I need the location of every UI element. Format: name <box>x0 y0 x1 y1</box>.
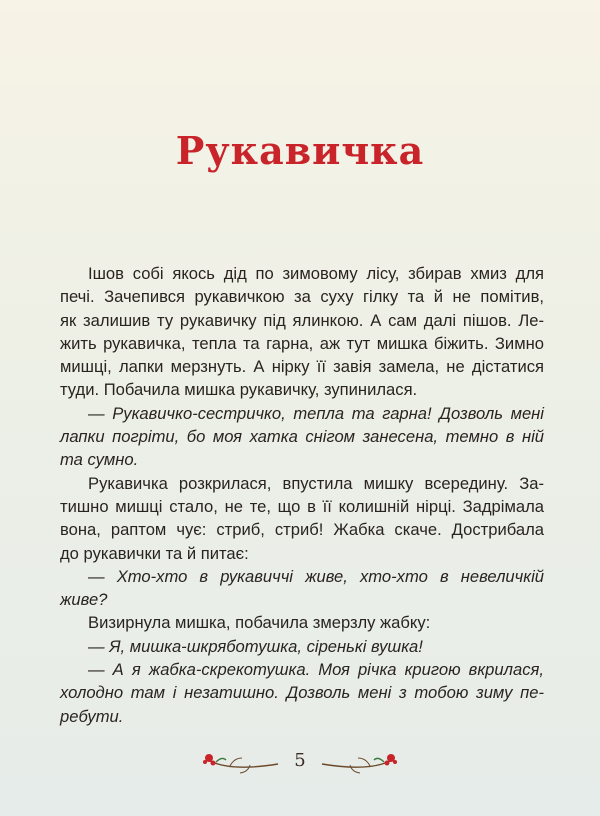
flower-branch-icon <box>200 746 280 776</box>
text-line: — Хто-хто в рукавиччі живе, хто-хто в невеличкій <box>88 566 544 586</box>
text-line: тишно мишці стало, не те, що в її колишній нірці. Задрімала <box>60 496 544 516</box>
text-line: вона, раптом чує: стриб, стриб! Жабка скаче. Дострибала <box>60 520 544 540</box>
text-line: — Я, мишка-шкряботушка, сіренькі вушка! <box>88 636 423 656</box>
text-line: жить рукавичка, тепла та гарна, аж тут мишка біжить. Зимно <box>60 333 544 353</box>
page-footer <box>0 742 600 782</box>
page-title: Рукавичка <box>175 128 425 173</box>
text-line: туди. Побачила мишка рукавичку, зупинилася. <box>60 380 418 400</box>
text-line: живе? <box>60 590 108 610</box>
text-line: ребути. <box>60 706 124 726</box>
story-text <box>60 262 544 728</box>
text-line: — Рукавичко-сестричко, тепла та гарна! Дозволь мені <box>88 403 544 423</box>
text-line: печі. Зачепився рукавичкою за суху гілку та й не помітив, <box>60 287 544 307</box>
text-line: до рукавички та й питає: <box>60 543 249 563</box>
text-line: Рукавичка розкрилася, впустила мишку всередину. За- <box>88 473 544 493</box>
text-line: мишці, лапки мерзнуть. А нірку її завія замела, не дістатися <box>60 357 544 377</box>
text-line: Ішов собі якось дід по зимовому лісу, збирав хмиз для <box>88 264 544 283</box>
text-line: та сумно. <box>60 450 139 470</box>
text-line: — А я жабка-скрекотушка. Моя річка кригою вкрилася, <box>88 660 544 680</box>
text-line: як залишив ту рукавичку під ялинкою. А сам далі пішов. Ле- <box>60 310 544 330</box>
text-line: холодно там і незатишно. Дозволь мені з тобою зиму пе- <box>60 683 544 703</box>
flower-branch-icon <box>320 746 400 776</box>
text-line: лапки погріти, бо моя хатка снігом занесена, темно в ній <box>60 427 544 447</box>
page-number: 5 <box>294 750 306 771</box>
text-line: Визирнула мишка, побачила змерзлу жабку: <box>88 613 431 633</box>
